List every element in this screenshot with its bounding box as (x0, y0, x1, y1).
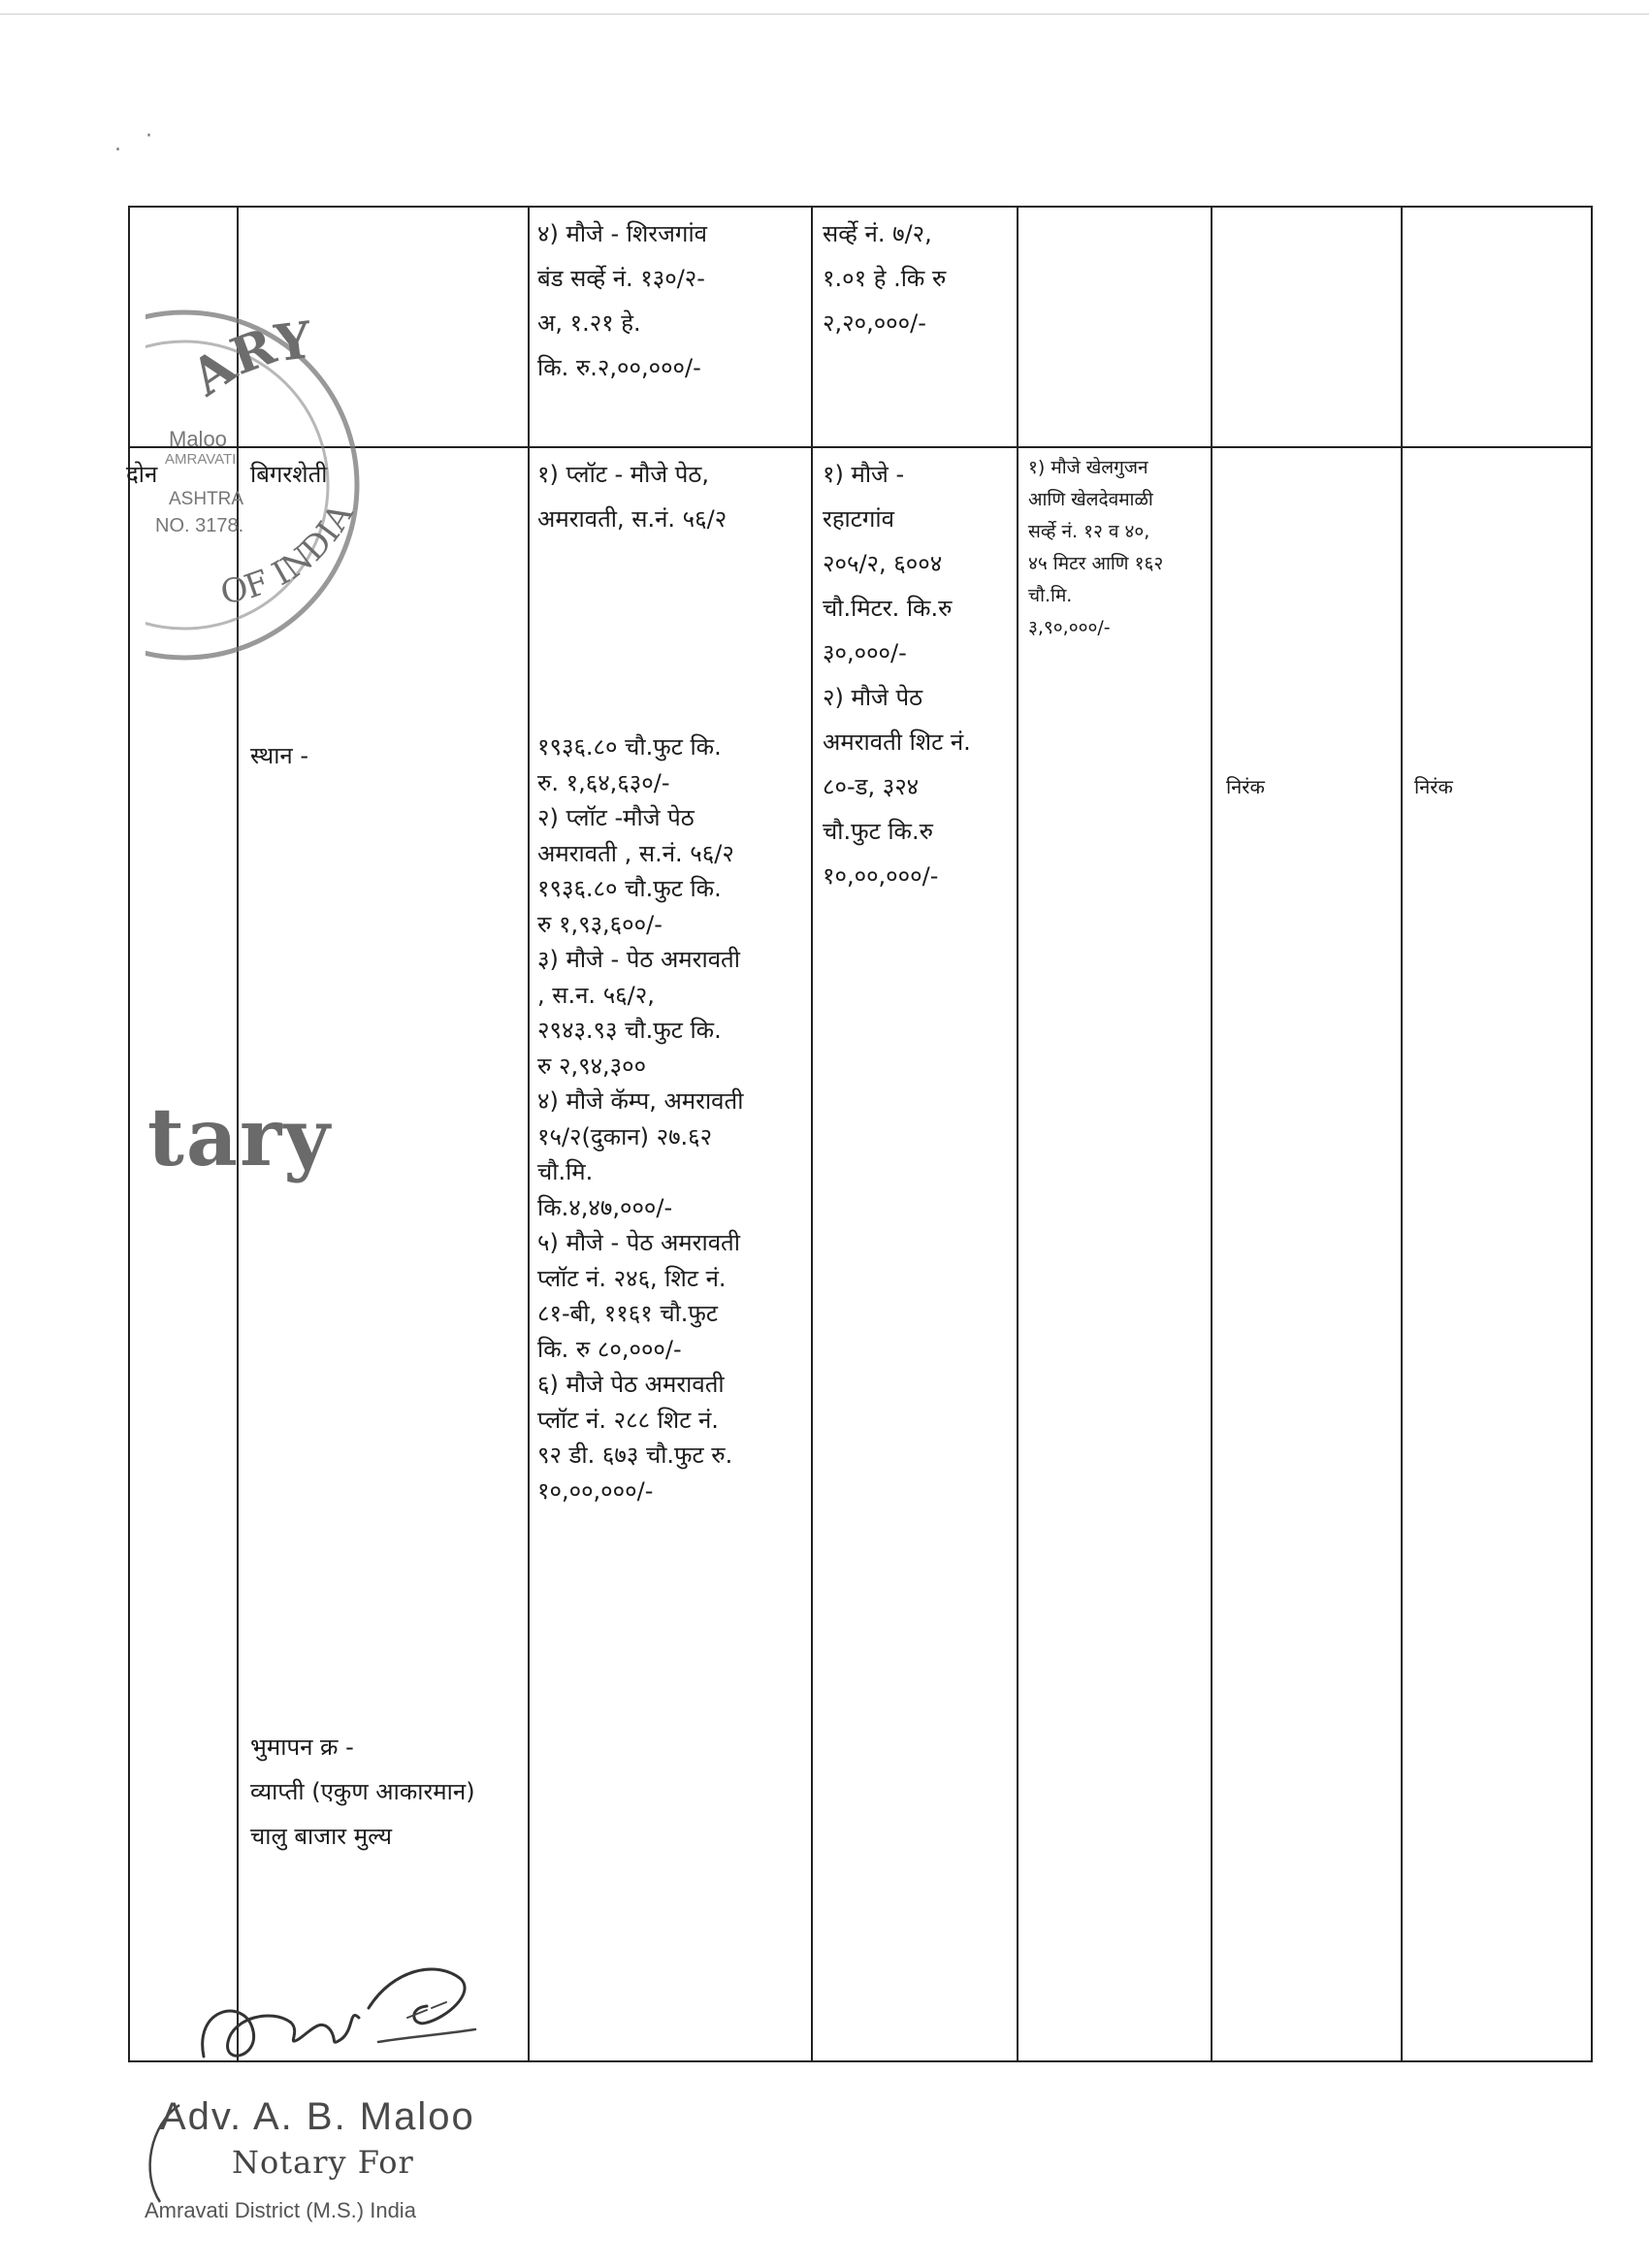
table-row (129, 447, 1592, 2061)
stamp-name: Maloo (169, 427, 227, 451)
stamp-state: ASHTRA (169, 489, 244, 509)
row2-place-label: स्थान - (250, 742, 309, 769)
stamp-district: AMRAVATI (165, 451, 237, 468)
row1-col7-cell (1402, 207, 1592, 447)
row1-type-cell (238, 207, 529, 447)
row2-property-top: १) प्लॉट - मौजे पेठ, अमरावती, स.नं. ५६/२ (537, 461, 728, 533)
row2-property2-cell (812, 447, 1018, 2061)
property-table (128, 206, 1593, 2062)
row1-property2-cell (812, 207, 1018, 447)
row2-property-list: १९३६.८० चौ.फुट कि. रु. १,६४,६३०/- २) प्लॉट -मौजे पेठ अमरावती , स.नं. ५६/२ १९३६.८० चौ.फुट कि. रु १,९३,६००/- ३) मौजे - पेठ अमरावती , स.न. ५६/२, २९४३.९३ चौ.फुट कि. रु २,९४,३०० ४) मौजे कॅम्प, अमरावती १५/२(दुकान) २७.६२ चौ.मि. कि.४,४७,०००/- ५) मौजे - पेठ अमरावती प्लॉट नं. २४६, शिट नं. ८१-बी, ११६१ चौ.फुट कि. रु ८०,०००/- ६) मौजे पेठ अमरावती प्लॉट नं. २८८ शिट नं. ९२ डी. ६७३ चौ.फुट रु. १०,००,०००/- (537, 733, 744, 1505)
row2-property2-text: १) मौजे - रहाटगांव २०५/२, ६००४ चौ.मिटर. कि.रु ३०,०००/- २) मौजे पेठ अमरावती शिट नं. ८०-ड, ३२४ चौ.फुट कि.रु १०,००,०००/- (823, 461, 971, 890)
stamp-reg-no: NO. 3178. (155, 515, 244, 536)
row2-property-cell (529, 447, 812, 2061)
seal-notary-for: Notary For (232, 2144, 414, 2181)
notary-seal-text (141, 2086, 509, 2231)
row1-serial-cell (129, 207, 238, 447)
row2-type-text: बिगरशेती (250, 461, 328, 488)
row2-col7-cell (1402, 447, 1592, 2061)
seal-advocate-name: Adv. A. B. Maloo (160, 2095, 475, 2138)
row1-property-cell (529, 207, 812, 447)
row2-col5-text: १) मौजे खेलगुजन आणि खेलदेवमाळी सर्व्हे नं. १२ व ४०, ४५ मिटर आणि १६२ चौ.मि. ३,९०,०००/- (1028, 457, 1164, 638)
scan-speck: · (146, 124, 152, 148)
table-row (129, 207, 1592, 447)
scan-speck: . (114, 132, 121, 156)
page-top-edge (0, 14, 1649, 15)
row1-col6-cell (1212, 207, 1402, 447)
row1-property2-text: सर्व्हे नं. ७/२, १.०१ हे .कि रु २,२०,०००/- (823, 220, 947, 337)
row2-serial-text: दोन (126, 461, 158, 488)
signature (184, 1950, 495, 2086)
row2-nil-value: निरंक (1414, 775, 1453, 798)
stamp-top-text: ARY (180, 310, 315, 408)
row1-property-text: ४) मौजे - शिरजगांव बंड सर्व्हे नं. १३०/२- अ, १.२१ हे. कि. रु.२,००,०००/- (537, 220, 707, 381)
stamp-bottom-text: OF INDIA (217, 497, 362, 613)
row2-survey-labels: भुमापन क्र - व्याप्ती (एकुण आकारमान) चालु बाजार मुल्य (250, 1733, 475, 1850)
row2-col5-cell (1018, 447, 1212, 2061)
row2-type-cell (238, 447, 529, 2061)
row2-serial-cell (126, 447, 238, 2061)
stamp-partial-word: tary (147, 1091, 332, 1184)
row2-col6-cell (1212, 447, 1402, 2061)
row2-nil-value: निरंक (1226, 775, 1265, 798)
row1-col5-cell (1018, 207, 1212, 447)
seal-district: Amravati District (M.S.) India (145, 2198, 416, 2222)
